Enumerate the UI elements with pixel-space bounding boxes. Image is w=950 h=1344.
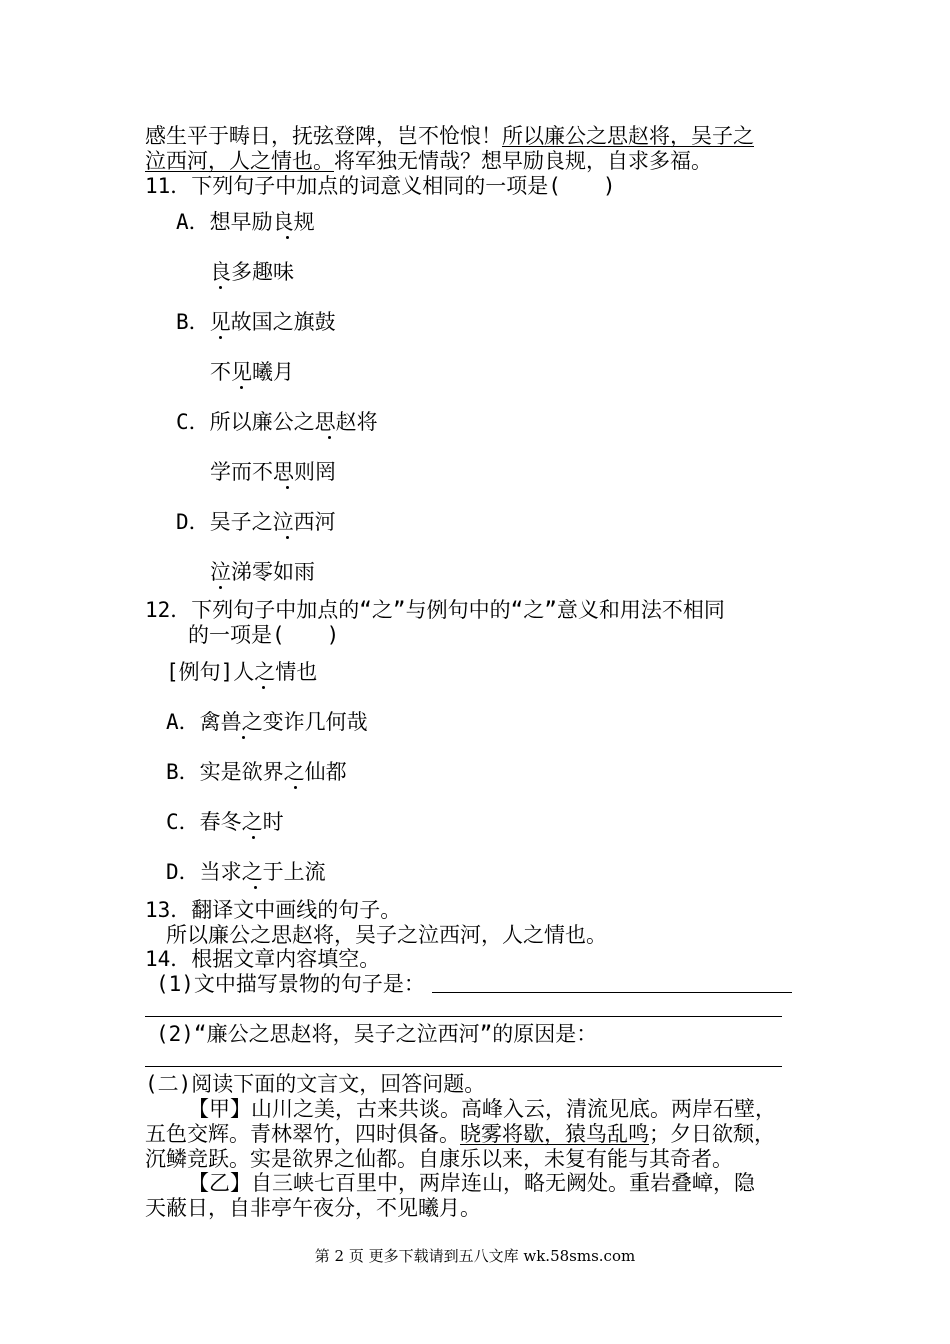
- emphasis-dot: [286, 486, 289, 489]
- q11-option-d-line1: D．吴子之泣西河: [176, 510, 336, 534]
- emphasis-dot: [262, 686, 265, 689]
- q14-sub2: (2)“廉公之思赵将，吴子之泣西河”的原因是：: [156, 1022, 598, 1046]
- q12-option-d: D．当求之于上流: [166, 860, 326, 884]
- answer-blank[interactable]: [432, 992, 792, 993]
- page-footer: 第 2 页 更多下载请到五八文库 wk.58sms.com: [314, 1247, 636, 1265]
- passage-text: 将军独无情哉？想早励良规，自求多福。: [334, 149, 712, 173]
- q12-example: [例句]人之情也: [166, 660, 318, 684]
- q13-sentence: 所以廉公之思赵将，吴子之泣西河，人之情也。: [166, 923, 607, 947]
- passage-line-1: [145, 124, 754, 148]
- q11-option-a-line2: 良多趣味: [210, 260, 294, 284]
- q12-stem-line1: 12．下列句子中加点的“之”与例句中的“之”意义和用法不相同: [145, 598, 725, 622]
- passage-jia-line1: 【甲】山川之美，古来共谈。高峰入云，清流见底。两岸石壁，: [188, 1097, 776, 1121]
- emphasis-dot: [219, 286, 222, 289]
- q12-option-b: B．实是欲界之仙都: [166, 760, 347, 784]
- emphasis-dot: [294, 786, 297, 789]
- q13-stem: 13．翻译文中画线的句子。: [145, 898, 402, 922]
- q14-sub1: (1)文中描写景物的句子是：: [156, 972, 425, 996]
- emphasis-dot: [254, 886, 257, 889]
- emphasis-dot: [252, 836, 255, 839]
- passage-jia-line3: 沉鳞竞跃。实是欲界之仙都。自康乐以来，未复有能与其奇者。: [145, 1147, 733, 1171]
- section-heading: (二)阅读下面的文言文，回答问题。: [145, 1072, 486, 1096]
- emphasis-dot: [242, 736, 245, 739]
- q11-option-c-line2: 学而不思则罔: [210, 460, 336, 484]
- underlined-sentence: 所以廉公之思赵将，吴子之: [502, 124, 754, 148]
- passage-jia-line2: [145, 1122, 775, 1146]
- q11-option-a-line1: A．想早励良规: [176, 210, 315, 234]
- underlined-sentence: 泣西河，人之情也。: [145, 149, 334, 173]
- emphasis-dot: [219, 586, 222, 589]
- emphasis-dot: [219, 336, 222, 339]
- q14-stem: 14．根据文章内容填空。: [145, 947, 381, 971]
- emphasis-dot: [286, 236, 289, 239]
- emphasis-dot: [286, 536, 289, 539]
- q11-option-d-line2: 泣涕零如雨: [210, 560, 315, 584]
- passage-yi-line1: 【乙】自三峡七百里中，两岸连山，略无阙处。重岩叠嶂，隐: [188, 1171, 755, 1195]
- q11-stem: 11．下列句子中加点的词意义相同的一项是( ): [145, 174, 616, 198]
- emphasis-dot: [240, 386, 243, 389]
- passage-text: 五色交辉。青林翠竹，四时俱备。: [145, 1122, 460, 1146]
- q11-option-b-line2: 不见曦月: [210, 360, 294, 384]
- answer-blank[interactable]: [145, 1016, 782, 1017]
- answer-blank[interactable]: [145, 1066, 782, 1067]
- passage-line-2: [145, 149, 712, 173]
- passage-text: 感生平于畴日，抚弦登陴，岂不怆悢！: [145, 124, 502, 148]
- q12-stem-line2: 的一项是( ): [188, 623, 340, 647]
- q11-option-b-line1: B．见故国之旗鼓: [176, 310, 336, 334]
- q11-option-c-line1: C．所以廉公之思赵将: [176, 410, 378, 434]
- passage-text: ；夕日欲颓，: [649, 1122, 775, 1146]
- underlined-sentence: 晓雾将歇，猿鸟乱鸣: [460, 1122, 649, 1146]
- emphasis-dot: [328, 436, 331, 439]
- q12-option-c: C．春冬之时: [166, 810, 284, 834]
- passage-yi-line2: 天蔽日，自非亭午夜分，不见曦月。: [145, 1196, 481, 1220]
- q12-option-a: A．禽兽之变诈几何哉: [166, 710, 368, 734]
